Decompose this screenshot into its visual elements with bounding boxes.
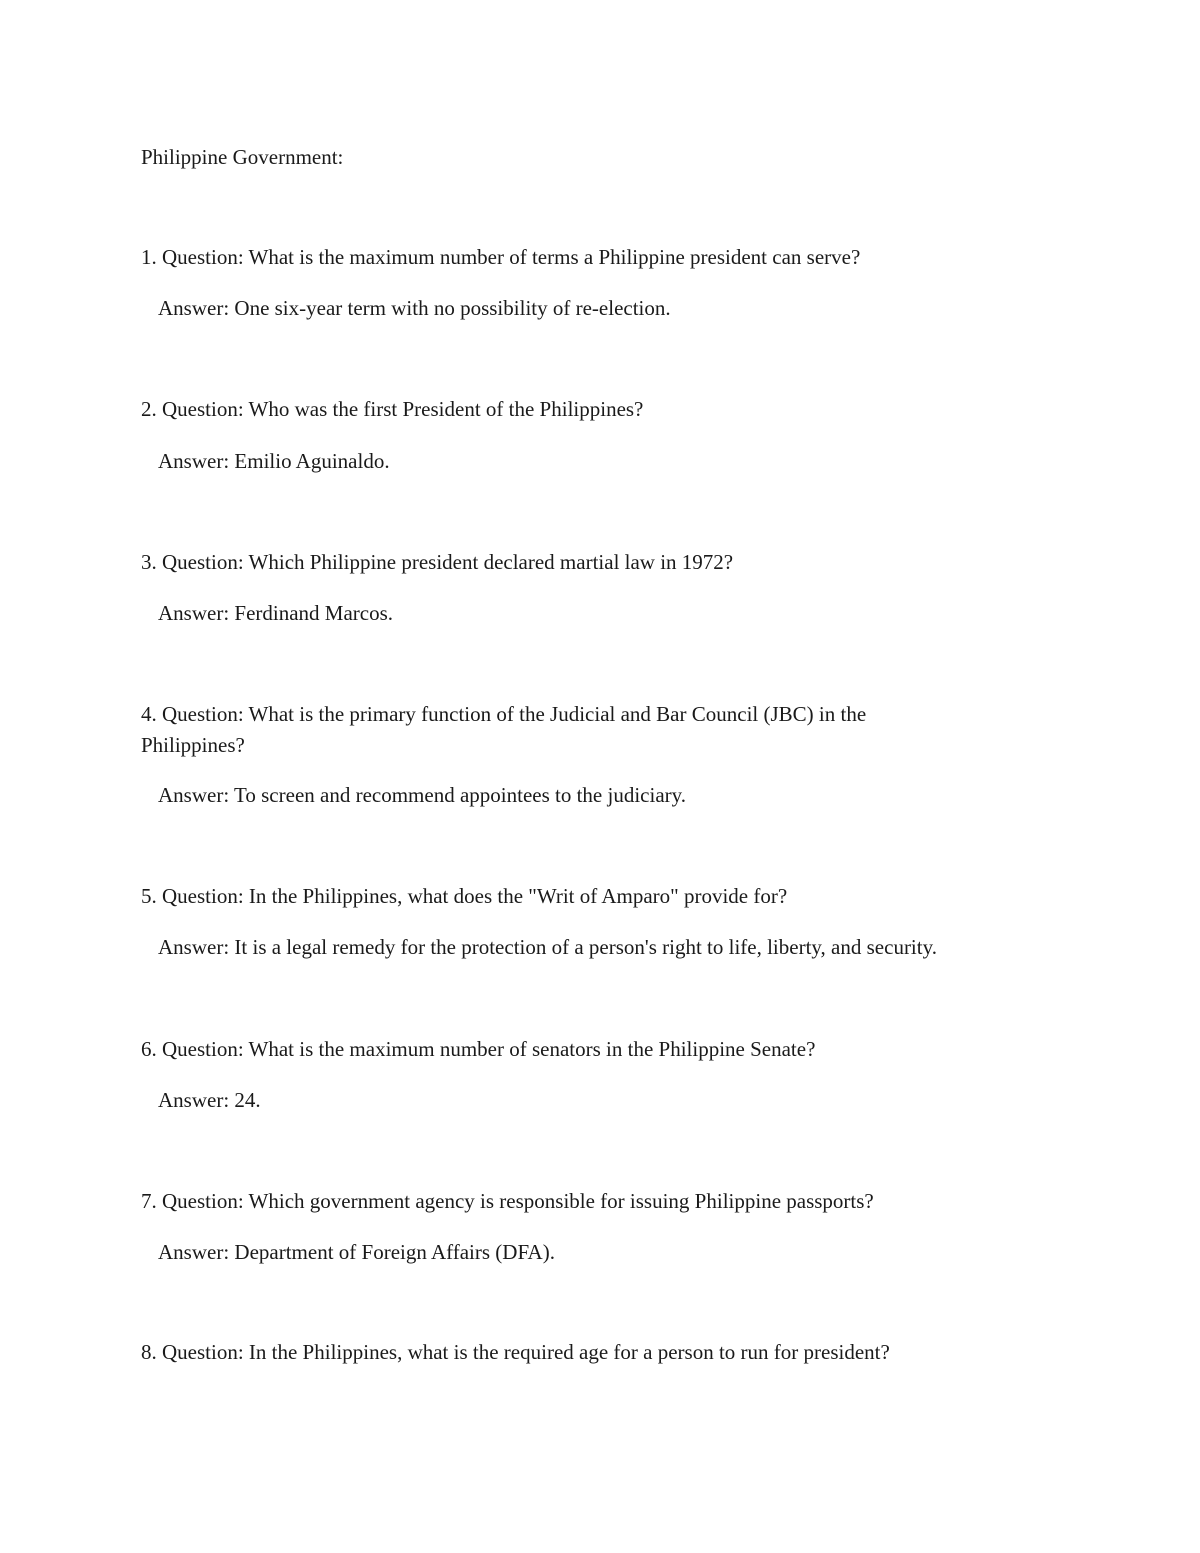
question-4-line-2: Philippines? — [141, 733, 245, 757]
answer-7: Answer: Department of Foreign Affairs (DFA). — [158, 1240, 555, 1264]
answer-1: Answer: One six-year term with no possibility of re-election. — [158, 296, 671, 320]
question-3: 3. Question: Which Philippine president declared martial law in 1972? — [141, 550, 734, 574]
question-4-line-1: 4. Question: What is the primary function of the Judicial and Bar Council (JBC) in the — [141, 702, 867, 726]
answer-6: Answer: 24. — [158, 1088, 261, 1112]
answer-4: Answer: To screen and recommend appointees to the judiciary. — [158, 783, 687, 807]
question-2: 2. Question: Who was the first President of the Philippines? — [141, 397, 644, 421]
question-8: 8. Question: In the Philippines, what is the required age for a person to run for president? — [141, 1340, 890, 1364]
page-title: Philippine Government: — [141, 145, 344, 169]
question-7: 7. Question: Which government agency is responsible for issuing Philippine passports? — [141, 1189, 874, 1213]
question-1: 1. Question: What is the maximum number of terms a Philippine president can serve? — [141, 245, 861, 269]
question-5: 5. Question: In the Philippines, what does the "Writ of Amparo" provide for? — [141, 884, 788, 908]
answer-3: Answer: Ferdinand Marcos. — [158, 601, 394, 625]
question-6: 6. Question: What is the maximum number of senators in the Philippine Senate? — [141, 1037, 816, 1061]
answer-5: Answer: It is a legal remedy for the protection of a person's right to life, liberty, and security. — [158, 935, 937, 959]
answer-2: Answer: Emilio Aguinaldo. — [158, 449, 390, 473]
